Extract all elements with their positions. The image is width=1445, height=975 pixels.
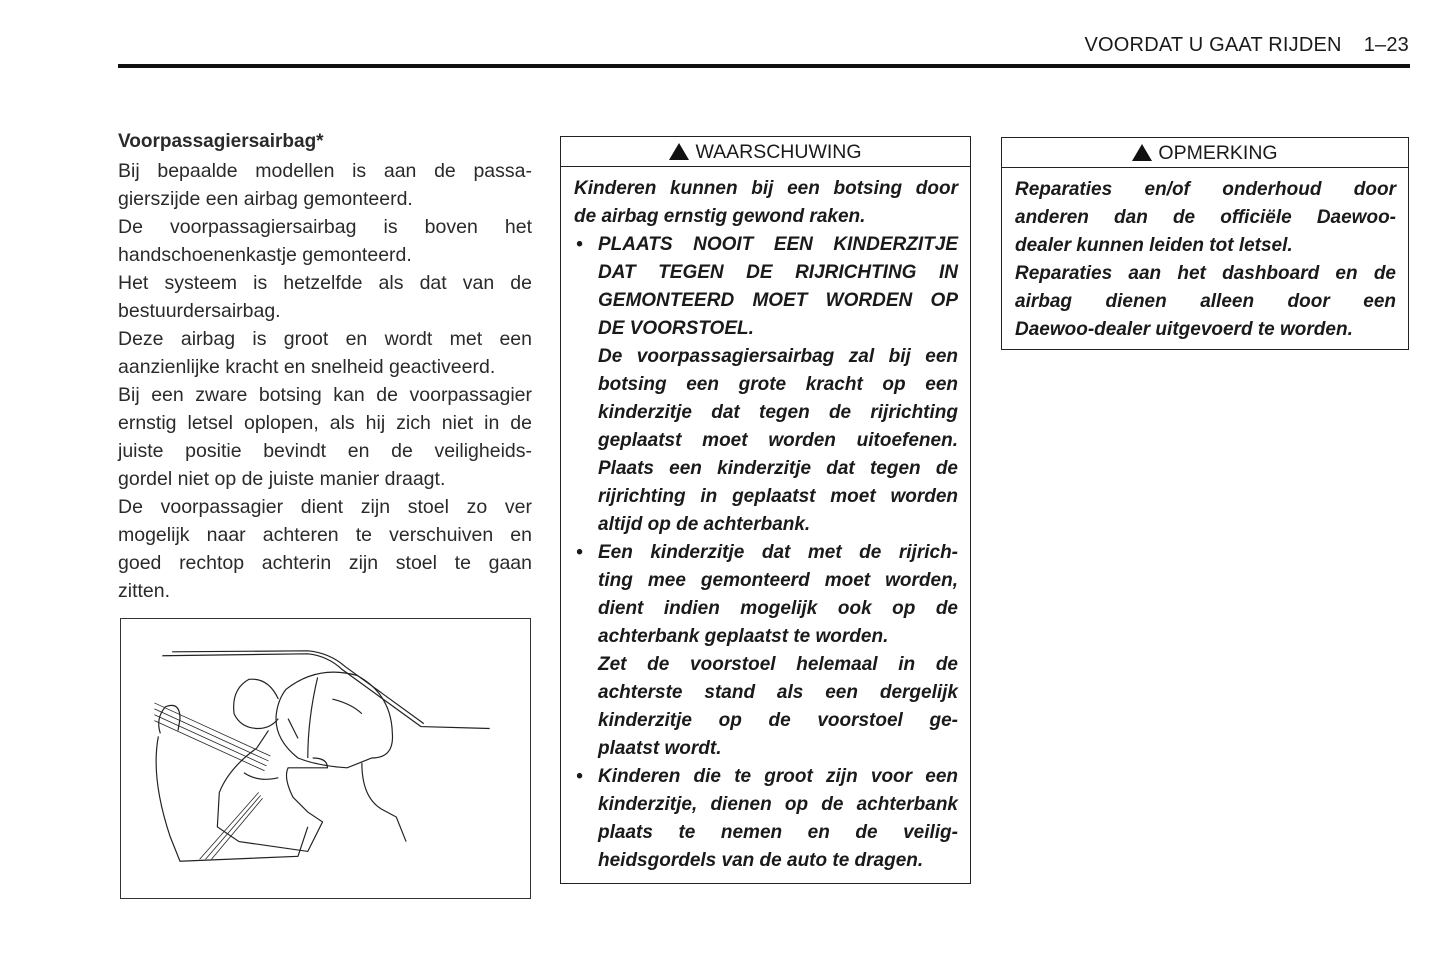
bullet-paragraph — [598, 343, 958, 539]
note-box — [1001, 137, 1409, 350]
bullet-icon: • — [576, 234, 583, 255]
page-header — [1085, 34, 1410, 57]
text-line: gierszijde een airbag gemonteerd. — [118, 188, 413, 210]
text-line: achterbank geplaatst te worden. — [598, 626, 889, 647]
bullet-icon: • — [576, 766, 583, 787]
warning-body — [561, 167, 970, 875]
left-column — [118, 128, 532, 605]
text-line: de airbag ernstig gewond raken. — [574, 206, 866, 227]
text-line: plaatst wordt. — [598, 738, 722, 759]
text-line: DAT TEGEN DE RIJRICHTING IN — [598, 262, 958, 283]
text-line: juiste positie bevindt en de veiligheids- — [118, 440, 532, 462]
text-line: dealer kunnen leiden tot letsel. — [1015, 235, 1293, 256]
text-line: mogelijk naar achteren te verschuiven en — [118, 524, 532, 546]
note-title: OPMERKING — [1158, 142, 1278, 164]
text-line: Kinderen die te groot zijn voor een — [598, 766, 958, 787]
text-line: Bij een zware botsing kan de voorpassagier — [118, 384, 532, 406]
text-line: DE VOORSTOEL. — [598, 318, 754, 339]
warning-title: WAARSCHUWING — [695, 141, 862, 163]
note-body — [1002, 168, 1408, 344]
text-line: ernstig letsel oplopen, als hij zich niet in de — [118, 412, 532, 434]
text-line: heidsgordels van de auto te dragen. — [598, 850, 924, 871]
bullet-paragraph — [598, 231, 958, 343]
warning-intro — [574, 175, 958, 231]
paragraph — [118, 493, 532, 605]
section-heading: Voorpassagiersairbag* — [118, 131, 324, 152]
note-header — [1002, 138, 1408, 168]
text-line: GEMONTEERD MOET WORDEN OP — [598, 290, 958, 311]
bullet-icon: • — [576, 542, 583, 563]
warning-triangle-icon — [669, 143, 689, 160]
text-line: De voorpassagier dient zijn stoel zo ver — [118, 496, 532, 518]
text-line: rijrichting in geplaatst moet worden — [598, 486, 958, 507]
text-line: achterste stand als een dergelijk — [598, 682, 958, 703]
text-line: dient indien mogelijk ook op de — [598, 598, 958, 619]
paragraph — [118, 269, 532, 325]
text-line: De voorpassagiersairbag is boven het — [118, 216, 532, 238]
paragraph — [118, 157, 532, 213]
bullet-paragraph — [598, 539, 958, 651]
text-line: airbag dienen alleen door een — [1015, 291, 1396, 312]
bullet-item — [574, 763, 958, 875]
text-line: botsing een grote kracht op een — [598, 374, 958, 395]
text-line: Het systeem is hetzelfde als dat van de — [118, 272, 532, 294]
section-title: VOORDAT U GAAT RIJDEN — [1084, 34, 1342, 56]
text-line: kinderzitje op de voorstoel ge- — [598, 710, 958, 731]
text-line: altijd op de achterbank. — [598, 514, 811, 535]
text-line: PLAATS NOOIT EEN KINDERZITJE — [598, 234, 958, 255]
text-line: kinderzitje dat tegen de rijrichting — [598, 402, 958, 423]
paragraph — [118, 325, 532, 381]
text-line: anderen dan de officiële Daewoo- — [1015, 207, 1396, 228]
text-line: Daewoo-dealer uitgevoerd te worden. — [1015, 319, 1353, 340]
text-line: gordel niet op de juiste manier draagt. — [118, 468, 446, 490]
paragraph — [1015, 176, 1396, 260]
header-rule — [118, 64, 1410, 68]
airbag-illustration — [120, 618, 531, 899]
text-line: aanzienlijke kracht en snelheid geactiveerd. — [118, 356, 496, 378]
bullet-item — [574, 231, 958, 539]
paragraph — [118, 381, 532, 493]
text-line: Reparaties en/of onderhoud door — [1015, 179, 1396, 200]
bullet-item — [574, 539, 958, 763]
warning-triangle-icon — [1132, 144, 1152, 161]
text-line: Plaats een kinderzitje dat tegen de — [598, 458, 958, 479]
text-line: ting mee gemonteerd moet worden, — [598, 570, 958, 591]
text-line: kinderzitje, dienen op de achterbank — [598, 794, 958, 815]
warning-header — [561, 137, 970, 167]
bullet-paragraph — [598, 651, 958, 763]
text-line: goed rechtop achterin zijn stoel te gaan — [118, 552, 532, 574]
paragraph — [1015, 260, 1396, 344]
text-line: Kinderen kunnen bij een botsing door — [574, 178, 958, 199]
text-line: Een kinderzitje dat met de rijrich- — [598, 542, 958, 563]
bullet-paragraph — [598, 763, 958, 875]
text-line: handschoenenkastje gemonteerd. — [118, 244, 412, 266]
text-line: zitten. — [118, 580, 171, 602]
text-line: De voorpassagiersairbag zal bij een — [598, 346, 958, 367]
warning-box — [560, 136, 971, 884]
text-line: Zet de voorstoel helemaal in de — [598, 654, 958, 675]
paragraph — [118, 213, 532, 269]
text-line: plaats te nemen en de veilig- — [598, 822, 958, 843]
text-line: bestuurdersairbag. — [118, 300, 281, 322]
text-line: geplaatst moet worden uitoefenen. — [598, 430, 958, 451]
text-line: Reparaties aan het dashboard en de — [1015, 263, 1396, 284]
text-line: Bij bepaalde modellen is aan de passa- — [118, 160, 532, 182]
body-text — [118, 157, 532, 605]
page-number: 1–23 — [1363, 34, 1409, 56]
airbag-deployment-icon — [121, 619, 529, 897]
text-line: Deze airbag is groot en wordt met een — [118, 328, 532, 350]
